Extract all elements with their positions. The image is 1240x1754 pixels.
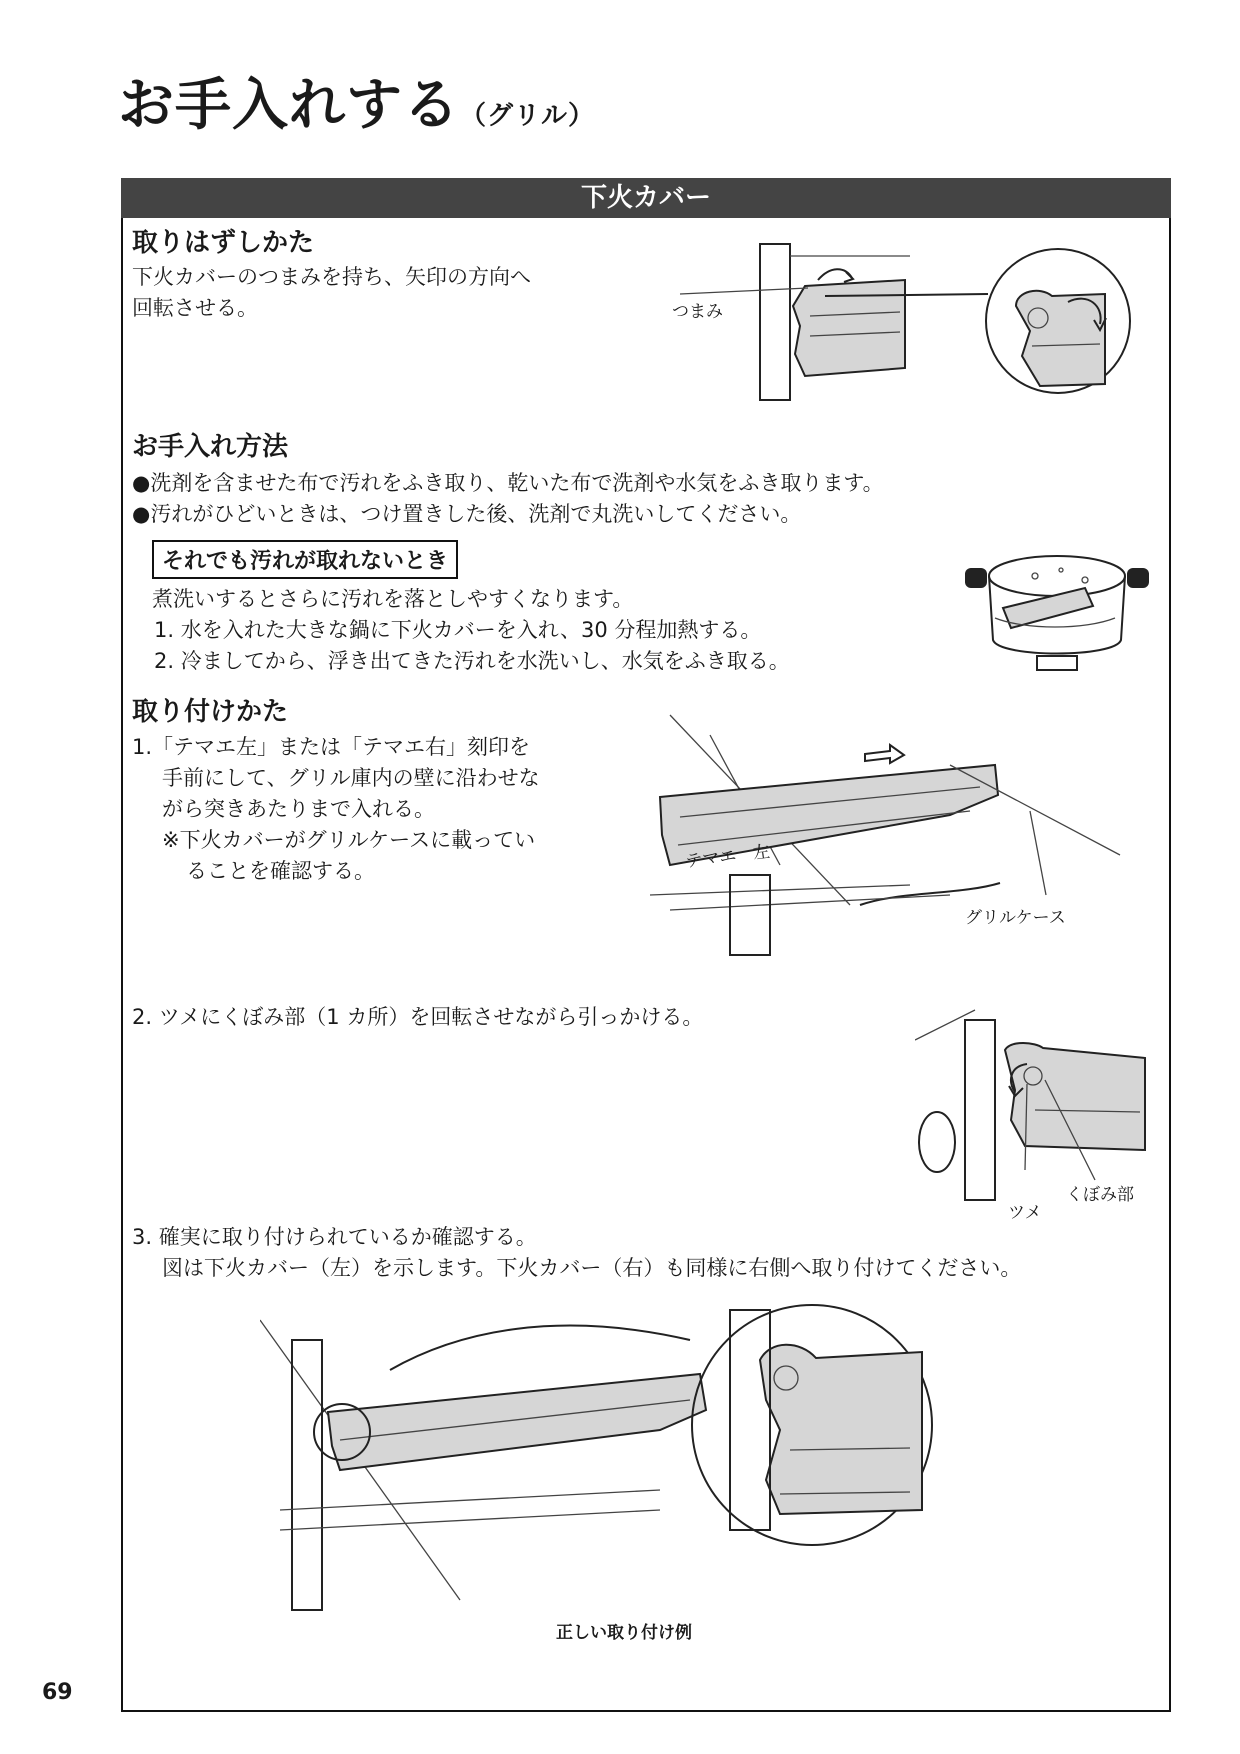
install-step-2: 2. ツメにくぼみ部（1 カ所）を回転させながら引っかける。	[132, 1005, 704, 1029]
care-bullet-2: ●汚れがひどいときは、つけ置きした後、洗剤で丸洗いしてください。	[132, 502, 802, 526]
install-step-1	[132, 732, 540, 887]
pot-illustration	[965, 548, 1150, 678]
page-title	[118, 73, 596, 138]
page-title-sub: （グリル）	[460, 101, 596, 131]
care-bullets	[132, 468, 884, 530]
removal-line-2: 回転させる。	[132, 296, 258, 320]
grill-case-label: グリルケース	[965, 908, 1066, 928]
install-step-1-line-1: 1.「テマエ左」または「テマエ右」刻印を	[132, 735, 531, 759]
install-step-1-line-2: 手前にして、グリル庫内の壁に沿わせな	[162, 766, 540, 790]
care-bullet-1: ●洗剤を含ませた布で汚れをふき取り、乾いた布で洗剤や水気をふき取ります。	[132, 471, 884, 495]
boil-wash-line-2: 1. 水を入れた大きな鍋に下火カバーを入れ、30 分程加熱する。	[154, 618, 762, 642]
removal-illustration	[660, 236, 1160, 406]
install-step-1-note-1: ※下火カバーがグリルケースに載ってい	[162, 828, 536, 852]
removal-line-1: 下火カバーのつまみを持ち、矢印の方向へ	[132, 265, 531, 289]
install-step-3-line-1: 3. 確実に取り付けられているか確認する。	[132, 1225, 537, 1249]
boil-wash-text	[152, 584, 790, 677]
cover-mark-text: テマエ 左	[684, 841, 772, 873]
boil-wash-line-3: 2. 冷ましてから、浮き出てきた汚れを水洗いし、水気をふき取る。	[154, 649, 790, 673]
page-number: 69	[42, 1680, 73, 1705]
recess-label: くぼみ部	[1066, 1185, 1134, 1205]
correct-install-caption: 正しい取り付け例	[556, 1623, 692, 1643]
install-step-3-line-2: 図は下火カバー（左）を示します。下火カバー（右）も同様に右側へ取り付けてください。	[162, 1256, 1022, 1280]
correct-install-illustration	[260, 1300, 1020, 1630]
install-step-3	[132, 1222, 1021, 1284]
removal-text	[132, 262, 531, 324]
tab-label: ツメ	[1008, 1203, 1042, 1223]
removal-heading: 取りはずしかた	[132, 228, 315, 258]
install-step-1-line-3: がら突きあたりまで入れる。	[162, 797, 435, 821]
stubborn-dirt-box-title: それでも汚れが取れないとき	[152, 540, 458, 579]
page-title-main: お手入れする	[118, 73, 460, 138]
knob-label: つまみ	[672, 302, 723, 322]
boil-wash-line-1: 煮洗いするとさらに汚れを落としやすくなります。	[152, 587, 634, 611]
install-heading: 取り付けかた	[132, 697, 289, 727]
hook-illustration	[915, 1000, 1155, 1210]
install-step-1-note-2: ることを確認する。	[186, 859, 375, 883]
insert-illustration	[650, 705, 1170, 975]
care-heading: お手入れ方法	[132, 432, 289, 462]
section-title-bar: 下火カバー	[121, 178, 1171, 218]
